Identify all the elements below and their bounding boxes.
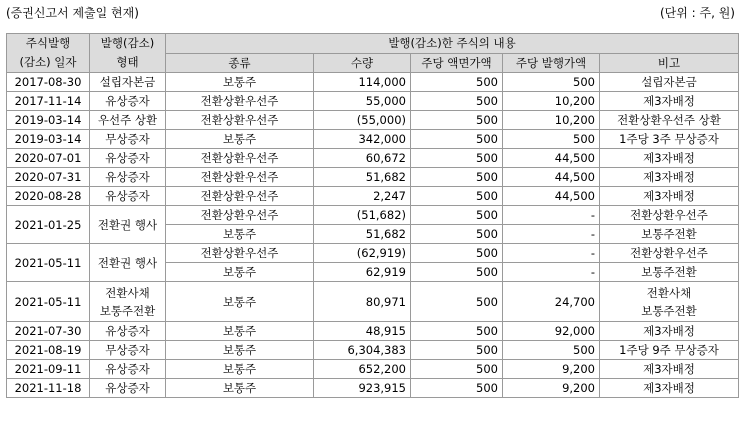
header-type-line1: 발행(감소) <box>100 36 155 50</box>
quantity-cell: 51,682 <box>314 225 411 244</box>
quantity-cell: 80,971 <box>314 282 411 322</box>
par-value-cell: 500 <box>411 149 503 168</box>
table-caption-left: (증권신고서 제출일 현재) <box>6 6 139 20</box>
type-line1: 전환사채 <box>105 285 150 300</box>
kind-cell: 전환상환우선주 <box>166 168 314 187</box>
issue-price-cell: - <box>503 244 600 263</box>
table-row <box>7 341 739 360</box>
issue-price-cell: 10,200 <box>503 111 600 130</box>
kind-cell: 전환상환우선주 <box>166 92 314 111</box>
type-cell: 유상증자 <box>90 149 166 168</box>
issue-price-cell: 500 <box>503 130 600 149</box>
par-value-cell: 500 <box>411 206 503 225</box>
date-cell: 2021-09-11 <box>7 360 90 379</box>
share-issuance-table <box>6 33 739 398</box>
date-cell: 2017-08-30 <box>7 73 90 92</box>
table-row <box>7 73 739 92</box>
kind-cell: 전환상환우선주 <box>166 187 314 206</box>
quantity-cell: 342,000 <box>314 130 411 149</box>
table-row <box>7 187 739 206</box>
issue-price-cell: 500 <box>503 73 600 92</box>
type-line2: 보통주전환 <box>99 303 156 318</box>
type-cell: 우선주 상환 <box>90 111 166 130</box>
quantity-cell: 48,915 <box>314 322 411 341</box>
header-quantity: 수량 <box>314 53 411 73</box>
quantity-cell: 6,304,383 <box>314 341 411 360</box>
date-cell: 2021-07-30 <box>7 322 90 341</box>
type-cell: 무상증자 <box>90 341 166 360</box>
quantity-cell: 51,682 <box>314 168 411 187</box>
table-row <box>7 282 739 322</box>
kind-cell: 보통주 <box>166 360 314 379</box>
note-cell: 전환상환우선주 상환 <box>600 111 739 130</box>
issue-price-cell: 92,000 <box>503 322 600 341</box>
header-par-value: 주당 액면가액 <box>411 53 503 73</box>
quantity-cell: 2,247 <box>314 187 411 206</box>
quantity-cell: 60,672 <box>314 149 411 168</box>
issue-price-cell: - <box>503 225 600 244</box>
par-value-cell: 500 <box>411 263 503 282</box>
header-kind: 종류 <box>166 53 314 73</box>
table-row <box>7 379 739 398</box>
unit-caption: (단위 : 주, 원) <box>659 6 735 20</box>
table-header <box>7 34 739 73</box>
date-cell: 2021-11-18 <box>7 379 90 398</box>
header-group: 발행(감소)한 주식의 내용 <box>166 34 739 54</box>
par-value-cell: 500 <box>411 73 503 92</box>
type-cell: 무상증자 <box>90 130 166 149</box>
par-value-cell: 500 <box>411 322 503 341</box>
par-value-cell: 500 <box>411 341 503 360</box>
quantity-cell: (62,919) <box>314 244 411 263</box>
table-row <box>7 92 739 111</box>
type-cell: 설립자본금 <box>90 73 166 92</box>
kind-cell: 보통주 <box>166 379 314 398</box>
par-value-cell: 500 <box>411 379 503 398</box>
kind-cell: 보통주 <box>166 130 314 149</box>
type-cell: 유상증자 <box>90 92 166 111</box>
date-cell: 2021-05-11 <box>7 244 90 282</box>
note-cell: 제3자배정 <box>600 322 739 341</box>
quantity-cell: 652,200 <box>314 360 411 379</box>
issue-price-cell: 24,700 <box>503 282 600 322</box>
type-cell: 유상증자 <box>90 322 166 341</box>
table-row <box>7 111 739 130</box>
type-cell: 전환권 행사 <box>90 206 166 244</box>
header-type-line2: 형태 <box>116 55 139 69</box>
par-value-cell: 500 <box>411 92 503 111</box>
kind-cell: 보통주 <box>166 73 314 92</box>
par-value-cell: 500 <box>411 168 503 187</box>
issue-price-cell: 9,200 <box>503 360 600 379</box>
header-date-line1: 주식발행 <box>25 36 71 50</box>
par-value-cell: 500 <box>411 244 503 263</box>
issue-price-cell: 10,200 <box>503 92 600 111</box>
date-cell: 2021-01-25 <box>7 206 90 244</box>
type-cell: 전환권 행사 <box>90 244 166 282</box>
note-cell: 제3자배정 <box>600 360 739 379</box>
note-cell: 보통주전환 <box>600 225 739 244</box>
kind-cell: 보통주 <box>166 282 314 322</box>
kind-cell: 전환상환우선주 <box>166 206 314 225</box>
note-cell <box>600 282 739 322</box>
note-cell: 설립자본금 <box>600 73 739 92</box>
date-cell: 2017-11-14 <box>7 92 90 111</box>
kind-cell: 전환상환우선주 <box>166 244 314 263</box>
date-cell: 2019-03-14 <box>7 111 90 130</box>
note-cell: 전환상환우선주 <box>600 206 739 225</box>
kind-cell: 전환상환우선주 <box>166 111 314 130</box>
note-line2: 보통주전환 <box>641 303 697 318</box>
type-cell <box>90 282 166 322</box>
quantity-cell: 114,000 <box>314 73 411 92</box>
par-value-cell: 500 <box>411 130 503 149</box>
issue-price-cell: 44,500 <box>503 187 600 206</box>
par-value-cell: 500 <box>411 187 503 206</box>
kind-cell: 전환상환우선주 <box>166 149 314 168</box>
type-cell: 유상증자 <box>90 168 166 187</box>
note-cell: 1주당 3주 무상증자 <box>600 130 739 149</box>
table-body <box>7 73 739 398</box>
par-value-cell: 500 <box>411 282 503 322</box>
type-cell: 유상증자 <box>90 187 166 206</box>
quantity-cell: 55,000 <box>314 92 411 111</box>
table-row <box>7 360 739 379</box>
table-row <box>7 244 739 263</box>
date-cell: 2020-07-01 <box>7 149 90 168</box>
par-value-cell: 500 <box>411 360 503 379</box>
kind-cell: 보통주 <box>166 263 314 282</box>
date-cell: 2020-08-28 <box>7 187 90 206</box>
note-cell: 제3자배정 <box>600 92 739 111</box>
header-date-line2: (감소) 일자 <box>19 55 77 69</box>
kind-cell: 보통주 <box>166 322 314 341</box>
quantity-cell: (55,000) <box>314 111 411 130</box>
par-value-cell: 500 <box>411 111 503 130</box>
issue-price-cell: - <box>503 263 600 282</box>
note-cell: 보통주전환 <box>600 263 739 282</box>
date-cell: 2020-07-31 <box>7 168 90 187</box>
issue-price-cell: 44,500 <box>503 168 600 187</box>
issue-price-cell: 44,500 <box>503 149 600 168</box>
header-issue-price: 주당 발행가액 <box>503 53 600 73</box>
table-row <box>7 206 739 225</box>
header-date <box>7 34 90 73</box>
table-row <box>7 149 739 168</box>
table-row <box>7 168 739 187</box>
kind-cell: 보통주 <box>166 341 314 360</box>
date-cell: 2021-05-11 <box>7 282 90 322</box>
issue-price-cell: 500 <box>503 341 600 360</box>
type-cell: 유상증자 <box>90 360 166 379</box>
quantity-cell: (51,682) <box>314 206 411 225</box>
note-cell: 제3자배정 <box>600 187 739 206</box>
note-cell: 1주당 9주 무상증자 <box>600 341 739 360</box>
issue-price-cell: 9,200 <box>503 379 600 398</box>
note-cell: 제3자배정 <box>600 168 739 187</box>
date-cell: 2021-08-19 <box>7 341 90 360</box>
table-row <box>7 130 739 149</box>
par-value-cell: 500 <box>411 225 503 244</box>
header-note: 비고 <box>600 53 739 73</box>
note-cell: 전환상환우선주 <box>600 244 739 263</box>
header-type <box>90 34 166 73</box>
issue-price-cell: - <box>503 206 600 225</box>
quantity-cell: 62,919 <box>314 263 411 282</box>
note-line1: 전환사채 <box>646 285 692 300</box>
note-cell: 제3자배정 <box>600 149 739 168</box>
note-cell: 제3자배정 <box>600 379 739 398</box>
table-row <box>7 322 739 341</box>
date-cell: 2019-03-14 <box>7 130 90 149</box>
type-cell: 유상증자 <box>90 379 166 398</box>
kind-cell: 보통주 <box>166 225 314 244</box>
quantity-cell: 923,915 <box>314 379 411 398</box>
